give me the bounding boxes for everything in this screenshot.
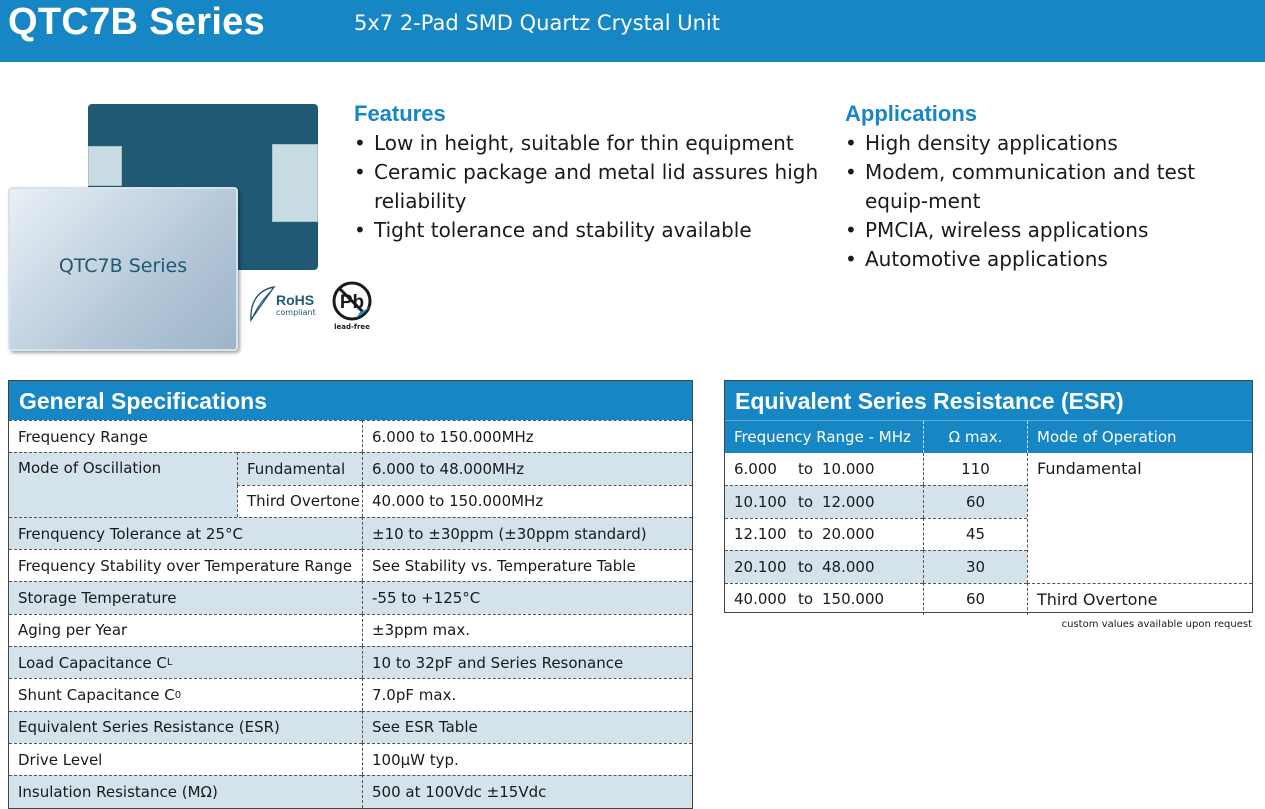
spec-label-subscript: L [166, 657, 173, 669]
spec-label: Drive Level [9, 743, 362, 775]
ohm-max-cell: 110 [923, 453, 1027, 485]
applications-list [845, 129, 1265, 274]
page-title: QTC7B Series [8, 1, 266, 43]
spec-label-cell [9, 646, 362, 678]
features-heading: Features [354, 101, 446, 126]
application-item: • Automotive applications [845, 245, 1265, 274]
column-header: Mode of Operation [1027, 421, 1252, 453]
range-to: 20.000 [822, 525, 875, 544]
mode-cell: Third Overtone [1027, 583, 1252, 615]
rohs-badge [248, 284, 326, 322]
chip-front-illustration [8, 187, 238, 351]
table-row [725, 485, 1027, 517]
spec-value: 40.000 to 150.000MHz [362, 485, 692, 517]
feature-item: • Ceramic package and metal lid assures high reliability [354, 158, 824, 216]
table-subrow [237, 485, 692, 517]
spec-value: -55 to +125°C [362, 581, 692, 613]
spec-sublabel: Third Overtone [237, 485, 362, 517]
range-to: 48.000 [822, 557, 875, 576]
application-item-text: Modem, communication and test equip-ment [865, 160, 1196, 213]
spec-label: Insulation Resistance (MΩ) [9, 775, 362, 807]
table-row [725, 518, 1027, 550]
esr-heading: Equivalent Series Resistance (ESR) [725, 381, 1252, 420]
esr-table [724, 380, 1253, 613]
esr-range-columns [725, 453, 1027, 615]
table-row [9, 711, 692, 743]
table-row [9, 614, 692, 646]
esr-mode-column [1027, 453, 1252, 615]
frequency-range-cell [725, 583, 923, 615]
lead-free-icon [330, 280, 376, 324]
range-to-word: to [798, 590, 814, 609]
spec-label: Mode of Oscillation [9, 452, 237, 517]
table-row [9, 775, 692, 807]
table-row [9, 743, 692, 775]
ohm-max-cell: 45 [923, 518, 1027, 550]
ohm-max-cell: 60 [923, 583, 1027, 615]
table-row [725, 550, 1027, 582]
general-specifications-heading: General Specifications [9, 381, 692, 420]
spec-label: Aging per Year [9, 614, 362, 646]
lead-free-badge [330, 280, 382, 332]
features-list [354, 129, 824, 245]
spec-label-cell [9, 678, 362, 710]
spec-value: 100µW typ. [362, 743, 692, 775]
table-row [9, 646, 692, 678]
range-to-word: to [798, 493, 814, 512]
mode-cell: Fundamental [1027, 453, 1252, 583]
rohs-compliant-label: compliant [276, 308, 316, 317]
table-subrow [237, 452, 692, 484]
table-row [9, 517, 692, 549]
spec-value: 6.000 to 150.000MHz [362, 420, 692, 452]
chip-label: QTC7B Series [58, 255, 188, 277]
esr-column-headers [725, 420, 1252, 453]
spec-value: 10 to 32pF and Series Resonance [362, 646, 692, 678]
spec-value: ±10 to ±30ppm (±30ppm standard) [362, 517, 692, 549]
table-row [725, 453, 1027, 485]
spec-label: Frequency Range [9, 420, 362, 452]
spec-value: See Stability vs. Temperature Table [362, 549, 692, 581]
range-to-word: to [798, 525, 814, 544]
feature-item: • Low in height, suitable for thin equipment [354, 129, 824, 158]
spec-label: Equivalent Series Resistance (ESR) [9, 711, 362, 743]
range-to: 12.000 [822, 493, 875, 512]
frequency-range-cell [725, 550, 923, 582]
application-item [845, 158, 1265, 216]
spec-value: ±3ppm max. [362, 614, 692, 646]
applications-heading: Applications [845, 101, 978, 126]
frequency-range-cell [725, 485, 923, 517]
rohs-label: RoHS [276, 292, 315, 308]
spec-value: 6.000 to 48.000MHz [362, 452, 692, 484]
application-item: • PMCIA, wireless applications [845, 216, 1265, 245]
application-item: • High density applications [845, 129, 1265, 158]
chip-pad [272, 144, 318, 222]
oscillation-subrows [237, 452, 692, 517]
general-specifications-table [8, 380, 693, 809]
range-from: 6.000 [734, 460, 777, 479]
table-row [9, 678, 692, 710]
table-row [9, 420, 692, 452]
ohm-max-cell: 60 [923, 485, 1027, 517]
frequency-range-cell [725, 453, 923, 485]
range-from: 10.100 [734, 493, 787, 512]
range-to: 10.000 [822, 460, 875, 479]
range-to-word: to [798, 557, 814, 576]
leaf-icon [248, 284, 278, 322]
range-from: 20.100 [734, 557, 787, 576]
table-row [9, 452, 692, 517]
column-header: Frequency Range - MHz [734, 428, 911, 446]
spec-sublabel: Fundamental [237, 452, 362, 484]
frequency-range-cell [725, 518, 923, 550]
spec-value: 7.0pF max. [362, 678, 692, 710]
page-subtitle: 5x7 2-Pad SMD Quartz Crystal Unit [354, 11, 720, 35]
range-to-word: to [798, 460, 814, 479]
spec-label: Load Capacitance C [18, 653, 167, 672]
range-from: 12.100 [734, 525, 787, 544]
range-from: 40.000 [734, 590, 787, 609]
lead-free-label: lead-free [334, 323, 370, 331]
column-header: Ω max. [923, 421, 1027, 453]
esr-body [725, 453, 1252, 615]
esr-footnote: custom values available upon request [1061, 619, 1252, 630]
table-row [9, 581, 692, 613]
spec-value: 500 at 100Vdc ±15Vdc [362, 775, 692, 807]
range-to: 150.000 [822, 590, 885, 609]
spec-label: Shunt Capacitance C [18, 686, 175, 705]
spec-label: Frequency Stability over Temperature Range [9, 549, 362, 581]
feature-item: • Tight tolerance and stability available [354, 216, 824, 245]
table-row [725, 583, 1027, 615]
header-band [0, 0, 1265, 62]
spec-label: Frenquency Tolerance at 25°C [9, 517, 362, 549]
chip-pad [88, 146, 122, 186]
spec-label: Storage Temperature [9, 581, 362, 613]
pb-symbol: Pb [339, 292, 365, 313]
table-row [9, 549, 692, 581]
ohm-max-cell: 30 [923, 550, 1027, 582]
spec-label-subscript: 0 [174, 689, 182, 701]
spec-value: See ESR Table [362, 711, 692, 743]
